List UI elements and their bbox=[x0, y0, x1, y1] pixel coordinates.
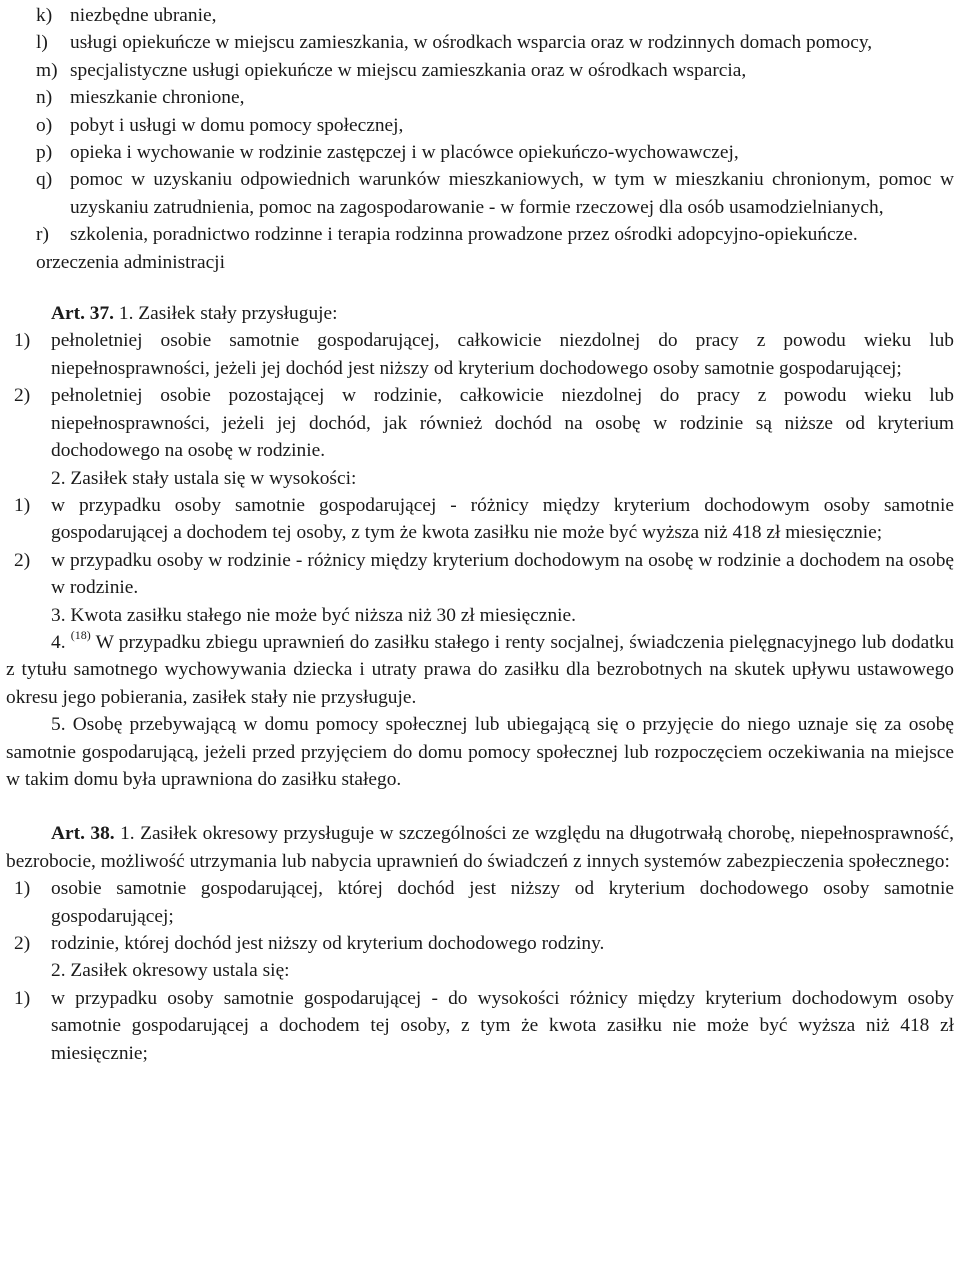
list-item-text: pomoc w uzyskaniu odpowiednich warunków mieszkaniowych, w tym w mieszkaniu chronionym, pomoc w uzyskaniu zatrudnienia, pomoc na zagospodarowanie - w formie rzeczowej dla osób usamodzielnianych, bbox=[70, 169, 954, 218]
list-marker: n) bbox=[36, 87, 53, 109]
art37-paragraph-2: 2. Zasiłek stały ustala się w wysokości: bbox=[51, 467, 357, 489]
list-item-text: szkolenia, poradnictwo rodzinne i terapia rodzinna prowadzone przez ośrodki adopcyjno-opiekuńcze. bbox=[70, 224, 858, 246]
art37-paragraph-3: 3. Kwota zasiłku stałego nie może być niższa niż 30 zł miesięcznie. bbox=[51, 604, 576, 626]
item-text: w przypadku osoby w rodzinie - różnicy między kryterium dochodowym na osobę w rodzinie a dochodem na osobę w rodzinie. bbox=[51, 549, 954, 599]
list-item-text: opieka i wychowanie w rodzinie zastępczej i w placówce opiekuńczo-wychowawczej, bbox=[70, 142, 739, 164]
list-marker: r) bbox=[36, 224, 49, 246]
footnote-marker: (18) bbox=[70, 627, 91, 642]
paragraph-text: Zasiłek okresowy przysługuje w szczególności ze względu na długotrwałą chorobę, niepełnosprawność, bezrobocie, możliwość utrzymania lub nabycia uprawnień do świadczeń z innych systemów zabezpieczenia społecznego: bbox=[6, 823, 954, 872]
item-text: w przypadku osoby samotnie gospodarującej - różnicy między kryterium dochodowym osoby samotnie gospodarującej a dochodem tej osoby, z tym że kwota zasiłku nie może być wyższa niż 418 zł miesięcznie; bbox=[51, 494, 954, 544]
lettered-list bbox=[6, 2, 954, 249]
art37-paragraph-5: 5. Osobę przebywającą w domu pomocy społecznej lub ubiegającą się o przyjęcie do niego uznaje się za osobę samotnie gospodarującą, jeżeli przed przyjęciem do domu pomocy społecznej lub rozpoczęciem oczekiwania na miejsce w takim domu była uprawniona do zasiłku stałego. bbox=[6, 714, 954, 790]
paragraph-number: 4. bbox=[51, 631, 66, 653]
numbered-item bbox=[6, 382, 954, 464]
list-marker: o) bbox=[36, 114, 53, 136]
list-item-text: niezbędne ubranie, bbox=[70, 5, 217, 26]
item-marker: 2) bbox=[14, 385, 31, 407]
item-marker: 2) bbox=[14, 549, 31, 571]
list-marker: q) bbox=[36, 169, 53, 191]
item-text: pełnoletniej osobie samotnie gospodarującej, całkowicie niezdolnej do pracy z powodu wieku lub niepełnosprawności, jeżeli jej dochód jest niższy od kryterium dochodowego osoby samotnie gospodarującej; bbox=[51, 330, 954, 379]
article-37 bbox=[6, 300, 954, 793]
list-marker: m) bbox=[36, 59, 58, 81]
numbered-item bbox=[6, 875, 954, 930]
numbered-item bbox=[6, 547, 954, 602]
item-text: osobie samotnie gospodarującej, której dochód jest niższy od kryterium dochodowego osoby samotnie gospodarującej; bbox=[51, 878, 954, 927]
item-marker: 1) bbox=[14, 330, 31, 352]
paragraph-text: W przypadku zbiegu uprawnień do zasiłku stałego i renty socjalnej, świadczenia pielęgnacyjnego lub dodatku z tytułu samotnego wychowywania dziecka i utraty prawa do zasiłku dla bezrobotnych na skutek upływu ustawowego okresu jego pobierania, zasiłek stały nie przysługuje. bbox=[6, 631, 954, 708]
art38-paragraph-1 bbox=[6, 820, 954, 875]
list-item-text: usługi opiekuńcze w miejscu zamieszkania, w ośrodkach wsparcia oraz w rodzinnych domach pomocy, bbox=[70, 32, 873, 54]
list-item bbox=[6, 166, 954, 221]
list-item bbox=[6, 84, 954, 111]
art37-paragraph-1 bbox=[6, 300, 954, 327]
numbered-item bbox=[6, 492, 954, 547]
list-item bbox=[6, 57, 954, 84]
list-item bbox=[6, 139, 954, 166]
list-marker: p) bbox=[36, 142, 53, 164]
list-item-text: pobyt i usługi w domu pomocy społecznej, bbox=[70, 114, 404, 136]
section-label: orzeczenia administracji bbox=[36, 251, 225, 273]
paragraph-number: 1. bbox=[120, 823, 135, 845]
item-text: pełnoletniej osobie pozostającej w rodzinie, całkowicie niezdolnej do pracy z powodu wieku lub niepełnosprawności, jeżeli jej dochód, jak również dochód na osobę w rodzinie są niższe od kryterium dochodowego na osobę w rodzinie. bbox=[51, 385, 954, 462]
item-marker: 1) bbox=[14, 878, 31, 900]
numbered-item bbox=[6, 327, 954, 382]
paragraph-number: 1. bbox=[118, 303, 134, 325]
item-marker: 2) bbox=[14, 933, 31, 954]
list-item bbox=[6, 2, 954, 29]
list-item bbox=[6, 29, 954, 56]
item-text: w przypadku osoby samotnie gospodarującej - do wysokości różnicy między kryterium dochodowym osoby samotnie gospodarującej a dochodem tej osoby, z tym że kwota zasiłku nie może być wyższa niż 418 zł miesięcznie; bbox=[51, 987, 954, 1064]
list-item bbox=[6, 112, 954, 139]
article-heading: Art. 38. bbox=[51, 823, 115, 845]
item-marker: 1) bbox=[14, 987, 31, 1009]
numbered-item bbox=[6, 930, 954, 957]
item-text: rodzinie, której dochód jest niższy od kryterium dochodowego rodziny. bbox=[51, 933, 605, 954]
list-item-text: specjalistyczne usługi opiekuńcze w miejscu zamieszkania oraz w ośrodkach wsparcia, bbox=[70, 59, 747, 81]
list-marker: l) bbox=[36, 32, 48, 54]
list-marker: k) bbox=[36, 5, 53, 26]
list-item-text: mieszkanie chronione, bbox=[70, 87, 245, 109]
item-marker: 1) bbox=[14, 494, 31, 516]
art38-paragraph-2: 2. Zasiłek okresowy ustala się: bbox=[51, 960, 290, 982]
paragraph-text: Zasiłek stały przysługuje: bbox=[138, 303, 338, 325]
list-item bbox=[6, 221, 954, 248]
article-heading: Art. 37. bbox=[51, 303, 115, 325]
art37-paragraph-4 bbox=[6, 629, 954, 711]
numbered-item bbox=[6, 985, 954, 1067]
article-38 bbox=[6, 820, 954, 1067]
